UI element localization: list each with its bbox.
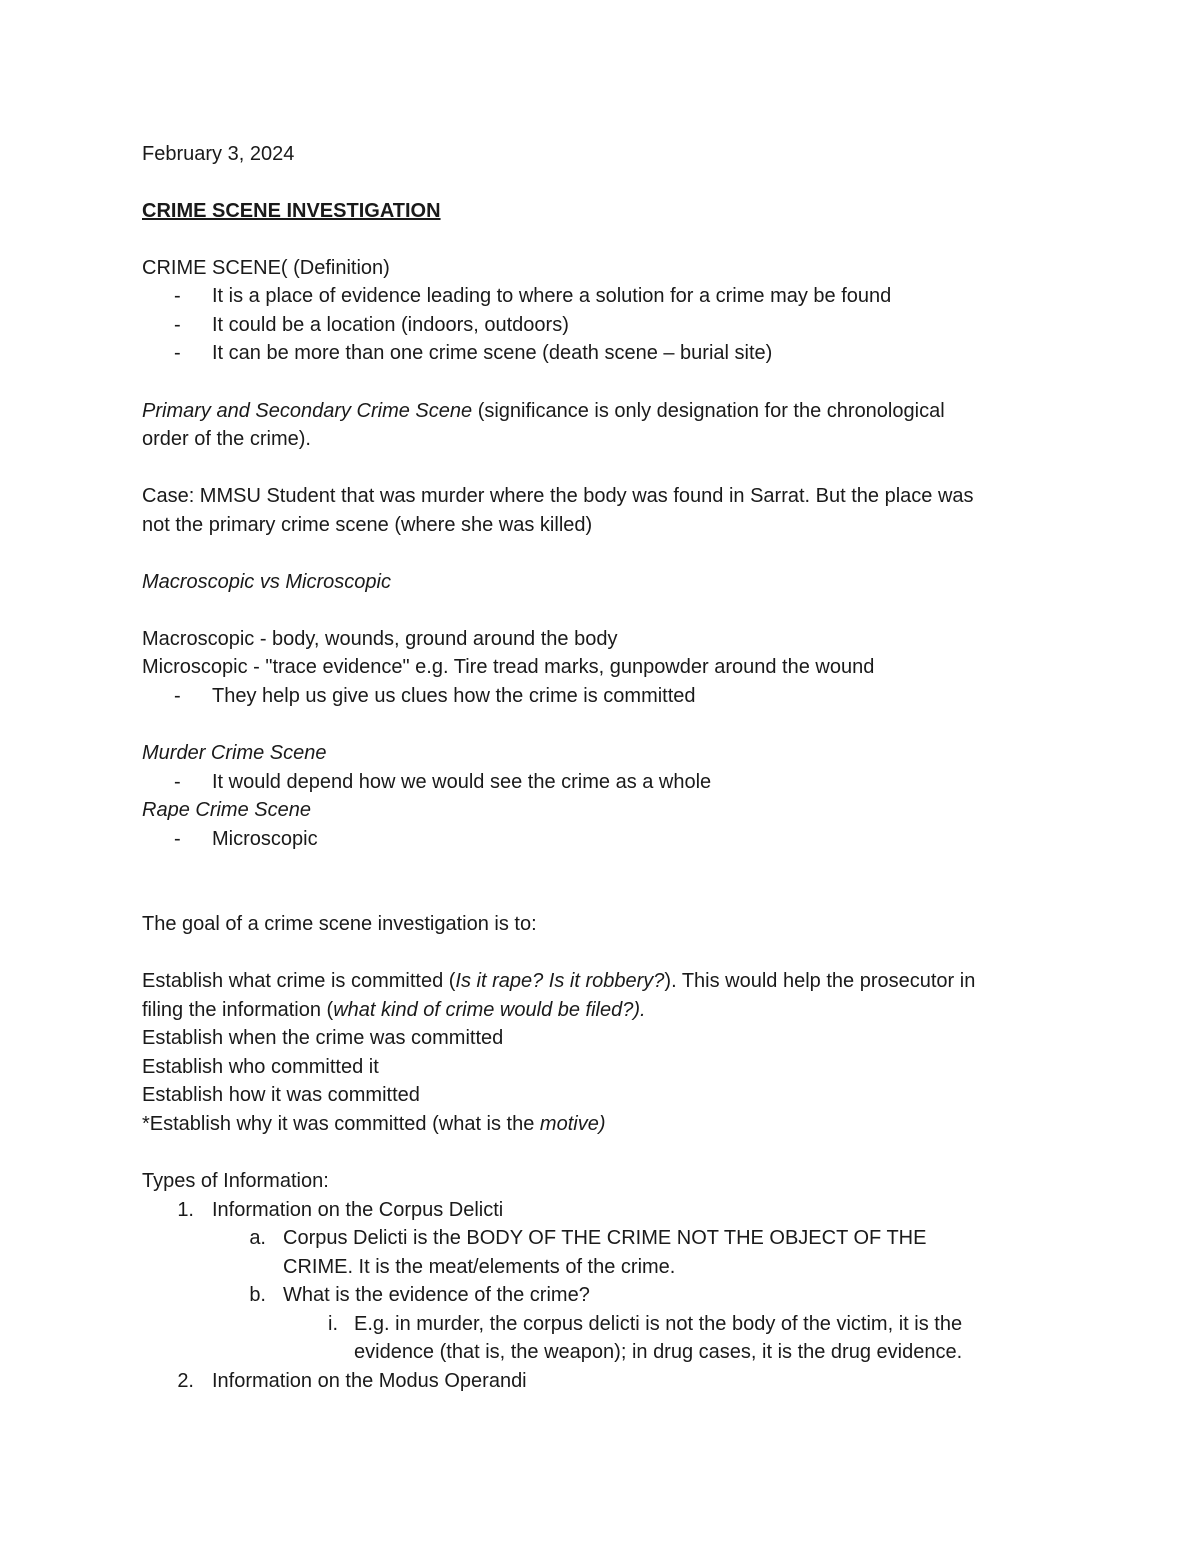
bullet-marker: -	[174, 285, 181, 307]
microscopic-line: Microscopic - "trace evidence" e.g. Tire tread marks, gunpowder around the wound	[142, 656, 875, 678]
types-item-1	[142, 1196, 1042, 1224]
goal-text: *Establish why it was committed (what is the	[142, 1113, 540, 1135]
macro-micro-bullet	[142, 682, 1042, 710]
case-line-1: Case: MMSU Student that was murder where the body was found in Sarrat. But the place was	[142, 485, 974, 507]
case-line-2: not the primary crime scene (where she was killed)	[142, 514, 593, 536]
goal-question: what kind of crime would be filed?).	[333, 999, 646, 1021]
bullet-text: Microscopic	[212, 828, 318, 850]
list-text: Information on the Modus Operandi	[212, 1370, 527, 1392]
bullet-marker: -	[174, 771, 181, 793]
primary-secondary-desc: (significance is only designation for the chronological	[472, 400, 945, 422]
goal-item-5	[142, 1110, 606, 1138]
document-date: February 3, 2024	[142, 143, 295, 165]
list-roman: i.	[328, 1313, 338, 1335]
types-item-1a-line-2: CRIME. It is the meat/elements of the crime.	[283, 1256, 676, 1278]
goal-item-1-line-1	[142, 967, 975, 995]
goal-item-4: Establish how it was committed	[142, 1084, 420, 1106]
types-item-1b	[142, 1281, 1042, 1309]
list-text: Corpus Delicti is the BODY OF THE CRIME NOT THE OBJECT OF THE	[283, 1227, 927, 1249]
bullet-text: They help us give us clues how the crime is committed	[212, 685, 696, 707]
bullet-text: It would depend how we would see the crime as a whole	[212, 771, 712, 793]
bullet-text: It could be a location (indoors, outdoors)	[212, 314, 569, 336]
murder-heading: Murder Crime Scene	[142, 742, 327, 764]
crime-scene-heading: CRIME SCENE( (Definition)	[142, 257, 390, 279]
rape-heading: Rape Crime Scene	[142, 799, 311, 821]
types-item-1a-line-1	[142, 1224, 1042, 1252]
goal-item-2: Establish when the crime was committed	[142, 1027, 504, 1049]
types-item-1b-i-line-2: evidence (that is, the weapon); in drug cases, it is the drug evidence.	[354, 1341, 963, 1363]
list-letter: b.	[249, 1284, 266, 1306]
primary-secondary-line-1	[142, 397, 945, 425]
list-text: What is the evidence of the crime?	[283, 1284, 590, 1306]
goal-item-1-line-2	[142, 996, 646, 1024]
bullet-marker: -	[174, 828, 181, 850]
murder-bullet	[142, 768, 1042, 796]
bullet-text: It is a place of evidence leading to where a solution for a crime may be found	[212, 285, 892, 307]
goal-motive: motive)	[539, 1113, 606, 1135]
list-text: E.g. in murder, the corpus delicti is not the body of the victim, it is the	[354, 1313, 963, 1335]
goal-text: ). This would help the prosecutor in	[664, 970, 976, 992]
macro-micro-heading: Macroscopic vs Microscopic	[142, 571, 391, 593]
list-number: 2.	[177, 1370, 194, 1392]
goal-text: filing the information (	[142, 999, 334, 1021]
bullet-text: It can be more than one crime scene (death scene – burial site)	[212, 342, 773, 364]
types-item-1b-i-line-1	[142, 1310, 1042, 1338]
types-heading: Types of Information:	[142, 1170, 329, 1192]
bullet-marker: -	[174, 314, 181, 336]
crime-scene-bullet-3	[142, 339, 1042, 367]
crime-scene-bullet-1	[142, 282, 1042, 310]
goal-question: Is it rape? Is it robbery?	[455, 970, 665, 992]
document-title: CRIME SCENE INVESTIGATION	[142, 200, 441, 222]
list-number: 1.	[177, 1199, 194, 1221]
goal-intro: The goal of a crime scene investigation is to:	[142, 913, 537, 935]
bullet-marker: -	[174, 685, 181, 707]
goal-item-3: Establish who committed it	[142, 1056, 379, 1078]
rape-bullet	[142, 825, 1042, 853]
crime-scene-bullet-2	[142, 311, 1042, 339]
list-text: Information on the Corpus Delicti	[212, 1199, 504, 1221]
goal-text: Establish what crime is committed (	[142, 970, 456, 992]
primary-secondary-line-2: order of the crime).	[142, 428, 311, 450]
types-item-2	[142, 1367, 1042, 1395]
primary-secondary-term: Primary and Secondary Crime Scene	[142, 400, 473, 422]
macroscopic-line: Macroscopic - body, wounds, ground around the body	[142, 628, 618, 650]
list-letter: a.	[249, 1227, 266, 1249]
bullet-marker: -	[174, 342, 181, 364]
